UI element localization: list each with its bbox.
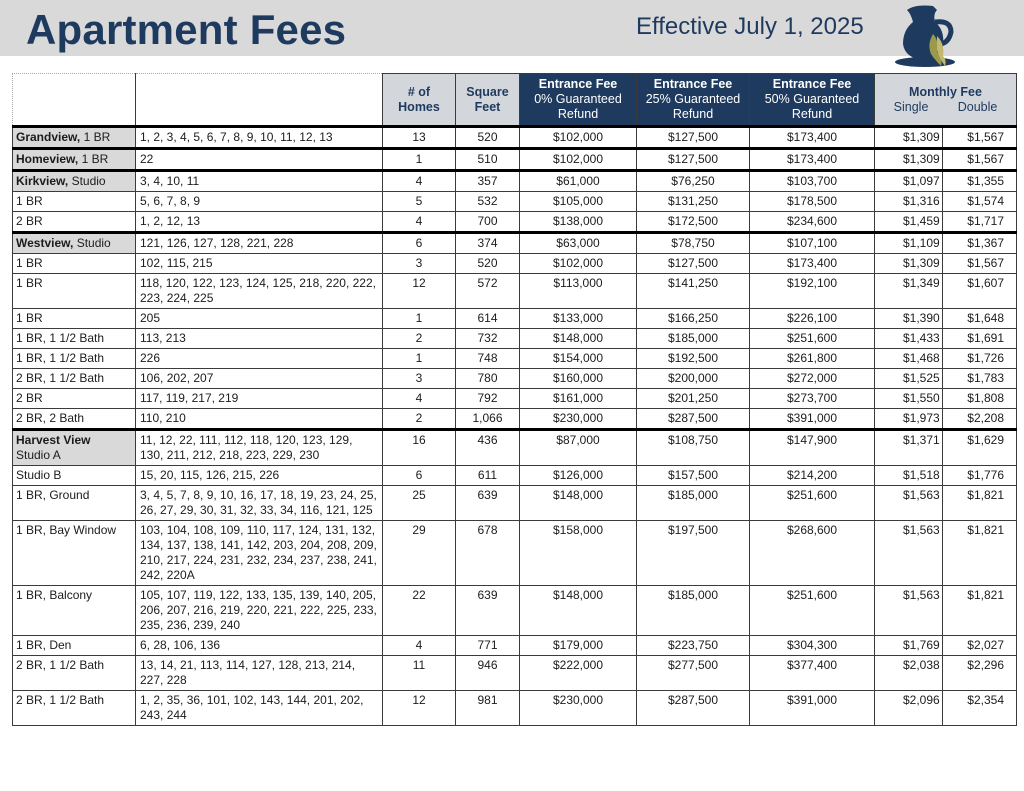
homes-count-cell: 1	[383, 309, 456, 329]
table-row	[13, 691, 1017, 726]
monthly-double-cell: $1,691	[943, 329, 1017, 349]
square-feet-cell: 981	[456, 691, 520, 726]
monthly-single-cell: $1,563	[875, 486, 943, 521]
square-feet-cell: 771	[456, 636, 520, 656]
header-fee-50: Entrance Fee 50% Guaranteed Refund	[750, 74, 875, 127]
apartment-type-cell: Grandview, 1 BR	[13, 127, 136, 149]
entrance-fee-50-cell: $173,400	[750, 127, 875, 149]
apartment-type-cell: 1 BR	[13, 254, 136, 274]
header-single: Single	[893, 99, 929, 114]
entrance-fee-50-cell: $261,800	[750, 349, 875, 369]
homes-count-cell: 6	[383, 233, 456, 254]
apartment-numbers-cell: 1, 2, 35, 36, 101, 102, 143, 144, 201, 202, 243, 244	[136, 691, 383, 726]
table-row	[13, 389, 1017, 409]
table-row	[13, 233, 1017, 254]
monthly-single-cell: $1,563	[875, 586, 943, 636]
monthly-single-cell: $1,468	[875, 349, 943, 369]
entrance-fee-25-cell: $172,500	[637, 212, 750, 233]
fees-table	[12, 73, 1017, 726]
table-row	[13, 466, 1017, 486]
entrance-fee-0-cell: $179,000	[520, 636, 637, 656]
header-fee-0: Entrance Fee 0% Guaranteed Refund	[520, 74, 637, 127]
apartment-numbers-cell: 3, 4, 5, 7, 8, 9, 10, 16, 17, 18, 19, 23, 24, 25, 26, 27, 29, 30, 31, 32, 33, 34, 116, 121, 125	[136, 486, 383, 521]
square-feet-cell: 510	[456, 149, 520, 171]
entrance-fee-0-cell: $63,000	[520, 233, 637, 254]
entrance-fee-25-cell: $185,000	[637, 486, 750, 521]
apartment-numbers-cell: 103, 104, 108, 109, 110, 117, 124, 131, 132, 134, 137, 138, 141, 142, 203, 204, 208, 209, 210, 217, 224, 231, 232, 234, 237, 238, 241, 242, 220A	[136, 521, 383, 586]
entrance-fee-25-cell: $108,750	[637, 430, 750, 466]
square-feet-cell: 700	[456, 212, 520, 233]
homes-count-cell: 6	[383, 466, 456, 486]
header-blank-cell	[136, 74, 383, 127]
homes-count-cell: 12	[383, 274, 456, 309]
page-title: Apartment Fees	[26, 6, 347, 53]
square-feet-cell: 1,066	[456, 409, 520, 430]
monthly-double-cell: $1,783	[943, 369, 1017, 389]
entrance-fee-50-cell: $273,700	[750, 389, 875, 409]
apartment-numbers-cell: 1, 2, 3, 4, 5, 6, 7, 8, 9, 10, 11, 12, 13	[136, 127, 383, 149]
entrance-fee-50-cell: $173,400	[750, 149, 875, 171]
homes-count-cell: 4	[383, 636, 456, 656]
monthly-single-cell: $1,973	[875, 409, 943, 430]
entrance-fee-25-cell: $127,500	[637, 127, 750, 149]
square-feet-cell: 611	[456, 466, 520, 486]
entrance-fee-25-cell: $223,750	[637, 636, 750, 656]
monthly-double-cell: $1,567	[943, 254, 1017, 274]
square-feet-cell: 572	[456, 274, 520, 309]
monthly-double-cell: $1,567	[943, 149, 1017, 171]
monthly-double-cell: $1,567	[943, 127, 1017, 149]
entrance-fee-50-cell: $251,600	[750, 329, 875, 349]
monthly-single-cell: $1,316	[875, 192, 943, 212]
apartment-type-cell: 1 BR	[13, 274, 136, 309]
entrance-fee-0-cell: $102,000	[520, 149, 637, 171]
entrance-fee-50-cell: $391,000	[750, 691, 875, 726]
entrance-fee-25-cell: $192,500	[637, 349, 750, 369]
table-row	[13, 369, 1017, 389]
monthly-single-cell: $1,459	[875, 212, 943, 233]
apartment-type-cell: 2 BR, 1 1/2 Bath	[13, 656, 136, 691]
entrance-fee-25-cell: $78,750	[637, 233, 750, 254]
table-row	[13, 409, 1017, 430]
square-feet-cell: 436	[456, 430, 520, 466]
monthly-single-cell: $1,109	[875, 233, 943, 254]
homes-count-cell: 3	[383, 369, 456, 389]
entrance-fee-25-cell: $141,250	[637, 274, 750, 309]
entrance-fee-0-cell: $105,000	[520, 192, 637, 212]
homes-count-cell: 25	[383, 486, 456, 521]
square-feet-cell: 732	[456, 329, 520, 349]
monthly-double-cell: $2,208	[943, 409, 1017, 430]
entrance-fee-0-cell: $113,000	[520, 274, 637, 309]
monthly-single-cell: $1,769	[875, 636, 943, 656]
entrance-fee-50-cell: $192,100	[750, 274, 875, 309]
monthly-double-cell: $1,607	[943, 274, 1017, 309]
square-feet-cell: 678	[456, 521, 520, 586]
homes-count-cell: 29	[383, 521, 456, 586]
monthly-single-cell: $1,563	[875, 521, 943, 586]
monthly-single-cell: $1,390	[875, 309, 943, 329]
entrance-fee-25-cell: $287,500	[637, 691, 750, 726]
entrance-fee-0-cell: $102,000	[520, 127, 637, 149]
apartment-numbers-cell: 6, 28, 106, 136	[136, 636, 383, 656]
monthly-single-cell: $1,309	[875, 127, 943, 149]
apartment-numbers-cell: 110, 210	[136, 409, 383, 430]
table-row	[13, 254, 1017, 274]
monthly-single-cell: $1,349	[875, 274, 943, 309]
monthly-single-cell: $1,097	[875, 171, 943, 192]
apartment-type-cell: 1 BR, Bay Window	[13, 521, 136, 586]
apartment-numbers-cell: 3, 4, 10, 11	[136, 171, 383, 192]
monthly-double-cell: $2,027	[943, 636, 1017, 656]
table-row	[13, 127, 1017, 149]
header-fee-25: Entrance Fee 25% Guaranteed Refund	[637, 74, 750, 127]
apartment-type-cell: 2 BR	[13, 389, 136, 409]
square-feet-cell: 520	[456, 127, 520, 149]
header-homes: # of Homes	[383, 74, 456, 127]
entrance-fee-0-cell: $148,000	[520, 486, 637, 521]
entrance-fee-25-cell: $157,500	[637, 466, 750, 486]
apartment-numbers-cell: 102, 115, 215	[136, 254, 383, 274]
table-row	[13, 486, 1017, 521]
apartment-numbers-cell: 205	[136, 309, 383, 329]
square-feet-cell: 374	[456, 233, 520, 254]
table-row	[13, 192, 1017, 212]
entrance-fee-25-cell: $76,250	[637, 171, 750, 192]
monthly-double-cell: $1,648	[943, 309, 1017, 329]
entrance-fee-0-cell: $230,000	[520, 691, 637, 726]
apartment-type-cell: Homeview, 1 BR	[13, 149, 136, 171]
apartment-numbers-cell: 22	[136, 149, 383, 171]
apartment-type-cell: 2 BR, 2 Bath	[13, 409, 136, 430]
table-row	[13, 636, 1017, 656]
table-header-row	[13, 74, 1017, 127]
apartment-type-cell: 2 BR, 1 1/2 Bath	[13, 369, 136, 389]
apartment-numbers-cell: 1, 2, 12, 13	[136, 212, 383, 233]
monthly-single-cell: $2,038	[875, 656, 943, 691]
homes-count-cell: 16	[383, 430, 456, 466]
entrance-fee-25-cell: $166,250	[637, 309, 750, 329]
table-row	[13, 171, 1017, 192]
entrance-fee-25-cell: $185,000	[637, 329, 750, 349]
monthly-double-cell: $1,629	[943, 430, 1017, 466]
apartment-type-cell: 1 BR, 1 1/2 Bath	[13, 329, 136, 349]
homes-count-cell: 11	[383, 656, 456, 691]
homes-count-cell: 4	[383, 171, 456, 192]
header-double: Double	[957, 99, 998, 114]
entrance-fee-0-cell: $158,000	[520, 521, 637, 586]
apartment-type-cell: Harvest View Studio A	[13, 430, 136, 466]
entrance-fee-50-cell: $103,700	[750, 171, 875, 192]
entrance-fee-50-cell: $178,500	[750, 192, 875, 212]
entrance-fee-0-cell: $102,000	[520, 254, 637, 274]
table-row	[13, 586, 1017, 636]
entrance-fee-25-cell: $185,000	[637, 586, 750, 636]
monthly-single-cell: $1,433	[875, 329, 943, 349]
homes-count-cell: 2	[383, 409, 456, 430]
entrance-fee-25-cell: $127,500	[637, 149, 750, 171]
apartment-numbers-cell: 13, 14, 21, 113, 114, 127, 128, 213, 214, 227, 228	[136, 656, 383, 691]
apartment-type-cell: 1 BR, Den	[13, 636, 136, 656]
monthly-single-cell: $1,525	[875, 369, 943, 389]
homes-count-cell: 2	[383, 329, 456, 349]
apartment-type-cell: 2 BR	[13, 212, 136, 233]
entrance-fee-0-cell: $154,000	[520, 349, 637, 369]
apartment-type-cell: Kirkview, Studio	[13, 171, 136, 192]
entrance-fee-50-cell: $147,900	[750, 430, 875, 466]
entrance-fee-50-cell: $377,400	[750, 656, 875, 691]
entrance-fee-0-cell: $138,000	[520, 212, 637, 233]
entrance-fee-0-cell: $87,000	[520, 430, 637, 466]
square-feet-cell: 532	[456, 192, 520, 212]
entrance-fee-50-cell: $173,400	[750, 254, 875, 274]
square-feet-cell: 946	[456, 656, 520, 691]
entrance-fee-25-cell: $287,500	[637, 409, 750, 430]
entrance-fee-25-cell: $197,500	[637, 521, 750, 586]
apartment-type-cell: 1 BR, 1 1/2 Bath	[13, 349, 136, 369]
entrance-fee-50-cell: $226,100	[750, 309, 875, 329]
homes-count-cell: 13	[383, 127, 456, 149]
entrance-fee-50-cell: $251,600	[750, 486, 875, 521]
table-row	[13, 349, 1017, 369]
monthly-double-cell: $1,367	[943, 233, 1017, 254]
entrance-fee-25-cell: $200,000	[637, 369, 750, 389]
square-feet-cell: 639	[456, 486, 520, 521]
table-row	[13, 329, 1017, 349]
square-feet-cell: 748	[456, 349, 520, 369]
square-feet-cell: 520	[456, 254, 520, 274]
homes-count-cell: 12	[383, 691, 456, 726]
monthly-double-cell: $1,726	[943, 349, 1017, 369]
monthly-double-cell: $1,717	[943, 212, 1017, 233]
entrance-fee-50-cell: $251,600	[750, 586, 875, 636]
table-row	[13, 656, 1017, 691]
apartment-numbers-cell: 106, 202, 207	[136, 369, 383, 389]
monthly-double-cell: $2,354	[943, 691, 1017, 726]
entrance-fee-0-cell: $148,000	[520, 586, 637, 636]
monthly-single-cell: $1,550	[875, 389, 943, 409]
entrance-fee-50-cell: $107,100	[750, 233, 875, 254]
monthly-single-cell: $1,371	[875, 430, 943, 466]
entrance-fee-50-cell: $304,300	[750, 636, 875, 656]
table-row	[13, 149, 1017, 171]
entrance-fee-0-cell: $222,000	[520, 656, 637, 691]
homes-count-cell: 4	[383, 389, 456, 409]
pitcher-logo-icon	[893, 0, 963, 70]
apartment-numbers-cell: 15, 20, 115, 126, 215, 226	[136, 466, 383, 486]
entrance-fee-0-cell: $148,000	[520, 329, 637, 349]
apartment-numbers-cell: 226	[136, 349, 383, 369]
monthly-single-cell: $1,518	[875, 466, 943, 486]
apartment-numbers-cell: 105, 107, 119, 122, 133, 135, 139, 140, 205, 206, 207, 216, 219, 220, 221, 222, 225, 233, 235, 236, 239, 240	[136, 586, 383, 636]
entrance-fee-0-cell: $61,000	[520, 171, 637, 192]
entrance-fee-25-cell: $131,250	[637, 192, 750, 212]
table-row	[13, 212, 1017, 233]
monthly-double-cell: $1,821	[943, 586, 1017, 636]
monthly-single-cell: $2,096	[875, 691, 943, 726]
apartment-numbers-cell: 113, 213	[136, 329, 383, 349]
monthly-double-cell: $1,776	[943, 466, 1017, 486]
entrance-fee-50-cell: $234,600	[750, 212, 875, 233]
apartment-type-cell: 1 BR, Ground	[13, 486, 136, 521]
apartment-numbers-cell: 5, 6, 7, 8, 9	[136, 192, 383, 212]
table-row	[13, 521, 1017, 586]
apartment-numbers-cell: 117, 119, 217, 219	[136, 389, 383, 409]
apartment-type-cell: Studio B	[13, 466, 136, 486]
square-feet-cell: 780	[456, 369, 520, 389]
monthly-single-cell: $1,309	[875, 149, 943, 171]
monthly-double-cell: $1,821	[943, 486, 1017, 521]
entrance-fee-50-cell: $272,000	[750, 369, 875, 389]
header-monthly-fee: Monthly Fee Single Double	[875, 74, 1017, 127]
table-row	[13, 309, 1017, 329]
apartment-type-cell: Westview, Studio	[13, 233, 136, 254]
monthly-double-cell: $1,574	[943, 192, 1017, 212]
apartment-type-cell: 2 BR, 1 1/2 Bath	[13, 691, 136, 726]
monthly-double-cell: $1,808	[943, 389, 1017, 409]
homes-count-cell: 1	[383, 149, 456, 171]
entrance-fee-50-cell: $268,600	[750, 521, 875, 586]
monthly-double-cell: $1,355	[943, 171, 1017, 192]
effective-date: Effective July 1, 2025	[636, 13, 864, 40]
square-feet-cell: 357	[456, 171, 520, 192]
monthly-double-cell: $1,821	[943, 521, 1017, 586]
monthly-single-cell: $1,309	[875, 254, 943, 274]
entrance-fee-25-cell: $277,500	[637, 656, 750, 691]
homes-count-cell: 4	[383, 212, 456, 233]
square-feet-cell: 639	[456, 586, 520, 636]
apartment-numbers-cell: 11, 12, 22, 111, 112, 118, 120, 123, 129, 130, 211, 212, 218, 223, 229, 230	[136, 430, 383, 466]
entrance-fee-25-cell: $201,250	[637, 389, 750, 409]
entrance-fee-50-cell: $214,200	[750, 466, 875, 486]
homes-count-cell: 3	[383, 254, 456, 274]
apartment-type-cell: 1 BR	[13, 309, 136, 329]
entrance-fee-0-cell: $160,000	[520, 369, 637, 389]
homes-count-cell: 22	[383, 586, 456, 636]
entrance-fee-0-cell: $126,000	[520, 466, 637, 486]
square-feet-cell: 792	[456, 389, 520, 409]
header-blank-cell	[13, 74, 136, 127]
entrance-fee-0-cell: $133,000	[520, 309, 637, 329]
homes-count-cell: 5	[383, 192, 456, 212]
apartment-type-cell: 1 BR, Balcony	[13, 586, 136, 636]
entrance-fee-0-cell: $230,000	[520, 409, 637, 430]
monthly-double-cell: $2,296	[943, 656, 1017, 691]
table-row	[13, 430, 1017, 466]
square-feet-cell: 614	[456, 309, 520, 329]
apartment-numbers-cell: 121, 126, 127, 128, 221, 228	[136, 233, 383, 254]
header-sqft: Square Feet	[456, 74, 520, 127]
entrance-fee-50-cell: $391,000	[750, 409, 875, 430]
table-row	[13, 274, 1017, 309]
entrance-fee-25-cell: $127,500	[637, 254, 750, 274]
entrance-fee-0-cell: $161,000	[520, 389, 637, 409]
apartment-numbers-cell: 118, 120, 122, 123, 124, 125, 218, 220, 222, 223, 224, 225	[136, 274, 383, 309]
homes-count-cell: 1	[383, 349, 456, 369]
apartment-type-cell: 1 BR	[13, 192, 136, 212]
